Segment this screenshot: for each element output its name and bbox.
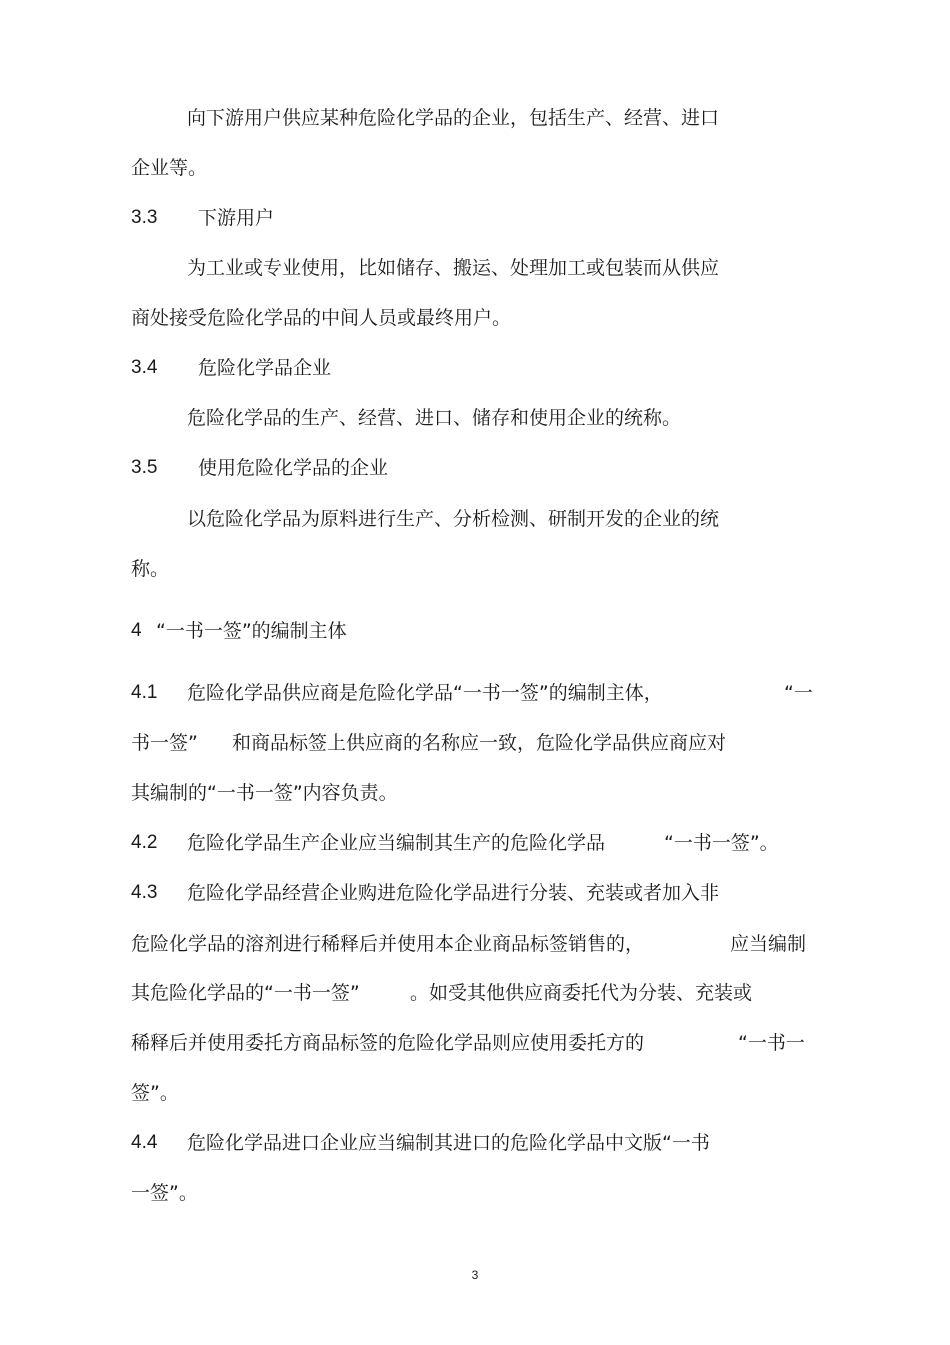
- page-number: 3: [471, 1268, 479, 1282]
- paragraph-user-enterprise-line2: 称。: [131, 558, 170, 580]
- section-4-3-line2a: 危险化学品的溶剂进行稀释后并使用本企业商品标签销售的，: [131, 933, 645, 955]
- section-4-3-line4a: 稀释后并使用委托方商品标签的危险化学品则应使用委托方的: [131, 1032, 645, 1054]
- section-title-4: “一书一签”的编制主体: [156, 620, 347, 642]
- paragraph-downstream-user-line1: 为工业或专业使用，比如储存、搬运、处理加工或包装而从供应: [187, 257, 720, 279]
- section-title-3-5: 使用危险化学品的企业: [198, 457, 389, 479]
- section-number-4-4: 4.4: [131, 1132, 158, 1153]
- section-4-3-line3b: 。如受其他供应商委托代为分装、充装或: [410, 982, 753, 1004]
- paragraph-hazchem-enterprise-line1: 危险化学品的生产、经营、进口、储存和使用企业的统称。: [187, 407, 682, 429]
- section-4-3-line4b: “一书一: [738, 1032, 805, 1054]
- section-title-3-4: 危险化学品企业: [198, 357, 332, 379]
- section-4-1-line2a: 书一签”: [131, 732, 198, 754]
- section-4-3-line5: 签”。: [131, 1082, 179, 1104]
- paragraph-supplier-definition-line1: 向下游用户供应某种危险化学品的企业，包括生产、经营、进口: [187, 107, 720, 129]
- paragraph-user-enterprise-line1: 以危险化学品为原料进行生产、分析检测、研制开发的企业的统: [187, 508, 720, 530]
- paragraph-downstream-user-line2: 商处接受危险化学品的中间人员或最终用户。: [131, 307, 512, 329]
- section-number-3-5: 3.5: [131, 457, 158, 478]
- section-4-2-line1a: 危险化学品生产企业应当编制其生产的危险化学品: [187, 832, 606, 854]
- section-4-3-line2b: 应当编制: [730, 933, 807, 955]
- section-4-4-line1: 危险化学品进口企业应当编制其进口的危险化学品中文版“一书: [187, 1132, 710, 1154]
- section-number-4-1: 4.1: [131, 682, 158, 703]
- section-number-4-2: 4.2: [131, 832, 158, 853]
- section-4-3-line3a: 其危险化学品的“一书一签”: [131, 982, 360, 1004]
- section-title-3-3: 下游用户: [198, 207, 275, 229]
- section-4-3-line1: 危险化学品经营企业购进危险化学品进行分装、充装或者加入非: [187, 882, 720, 904]
- section-number-3-3: 3.3: [131, 207, 158, 228]
- section-4-4-line2: 一签”。: [131, 1182, 198, 1204]
- section-4-1-line1b: “一: [784, 682, 813, 704]
- section-number-3-4: 3.4: [131, 357, 158, 378]
- section-number-4: 4: [131, 620, 142, 641]
- section-4-1-line2b: 和商品标签上供应商的名称应一致，危险化学品供应商应对: [232, 732, 727, 754]
- section-4-1-line1a: 危险化学品供应商是危险化学品“一书一签”的编制主体，: [187, 682, 663, 704]
- paragraph-supplier-definition-line2: 企业等。: [131, 157, 208, 179]
- section-number-4-3: 4.3: [131, 882, 158, 903]
- section-4-1-line3: 其编制的“一书一签”内容负责。: [131, 782, 398, 804]
- section-4-2-line1b: “一书一签”。: [664, 832, 779, 854]
